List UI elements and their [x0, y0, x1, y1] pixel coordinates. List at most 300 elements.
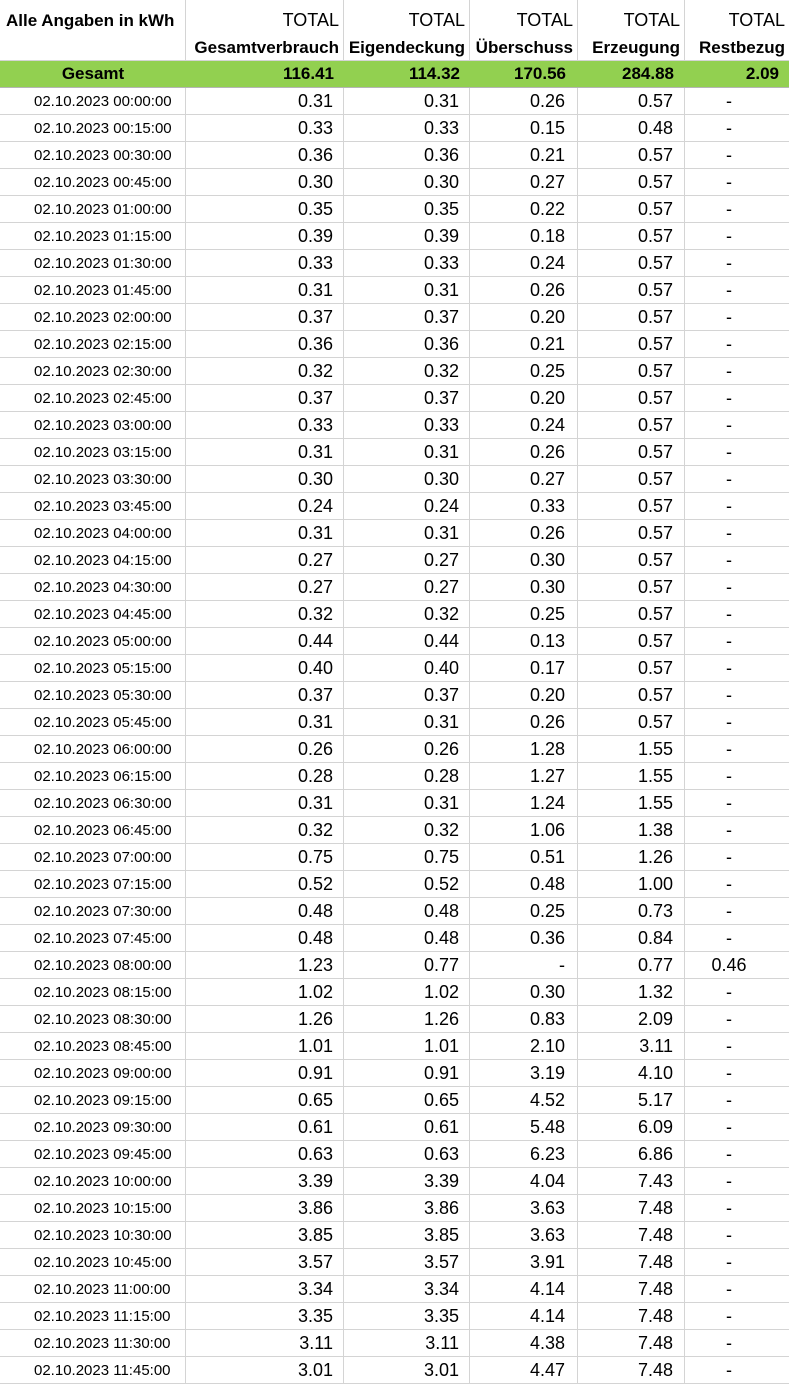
column-header-ueberschuss[interactable]: Überschuss [470, 34, 578, 61]
cell-timestamp[interactable]: 02.10.2023 00:00:00 [0, 88, 186, 115]
cell-gesamtverbrauch[interactable]: 0.48 [186, 925, 344, 952]
cell-restbezug[interactable]: - [685, 1357, 789, 1384]
cell-eigendeckung[interactable]: 0.31 [344, 709, 470, 736]
cell-erzeugung[interactable]: 0.57 [578, 520, 685, 547]
cell-restbezug[interactable]: - [685, 1033, 789, 1060]
cell-gesamtverbrauch[interactable]: 0.37 [186, 385, 344, 412]
cell-gesamtverbrauch[interactable]: 0.31 [186, 439, 344, 466]
cell-erzeugung[interactable]: 0.57 [578, 655, 685, 682]
cell-ueberschuss[interactable]: - [470, 952, 578, 979]
cell-ueberschuss[interactable]: 3.63 [470, 1222, 578, 1249]
cell-erzeugung[interactable]: 0.57 [578, 466, 685, 493]
cell-eigendeckung[interactable]: 0.52 [344, 871, 470, 898]
cell-ueberschuss[interactable]: 0.27 [470, 169, 578, 196]
cell-ueberschuss[interactable]: 4.04 [470, 1168, 578, 1195]
cell-eigendeckung[interactable]: 0.24 [344, 493, 470, 520]
header-total-gesamtverbrauch[interactable]: TOTAL [186, 0, 344, 34]
cell-ueberschuss[interactable]: 4.14 [470, 1276, 578, 1303]
cell-gesamtverbrauch[interactable]: 0.31 [186, 520, 344, 547]
cell-timestamp[interactable]: 02.10.2023 09:45:00 [0, 1141, 186, 1168]
cell-timestamp[interactable]: 02.10.2023 10:15:00 [0, 1195, 186, 1222]
cell-timestamp[interactable]: 02.10.2023 11:00:00 [0, 1276, 186, 1303]
cell-ueberschuss[interactable]: 0.26 [470, 277, 578, 304]
cell-ueberschuss[interactable]: 1.06 [470, 817, 578, 844]
cell-gesamtverbrauch[interactable]: 0.52 [186, 871, 344, 898]
cell-timestamp[interactable]: 02.10.2023 02:30:00 [0, 358, 186, 385]
cell-timestamp[interactable]: 02.10.2023 10:30:00 [0, 1222, 186, 1249]
cell-restbezug[interactable]: - [685, 331, 789, 358]
cell-timestamp[interactable]: 02.10.2023 11:45:00 [0, 1357, 186, 1384]
cell-erzeugung[interactable]: 0.57 [578, 493, 685, 520]
cell-erzeugung[interactable]: 7.48 [578, 1303, 685, 1330]
cell-gesamtverbrauch[interactable]: 3.01 [186, 1357, 344, 1384]
cell-restbezug[interactable]: - [685, 1195, 789, 1222]
cell-eigendeckung[interactable]: 0.40 [344, 655, 470, 682]
cell-eigendeckung[interactable]: 3.39 [344, 1168, 470, 1195]
cell-eigendeckung[interactable]: 0.48 [344, 898, 470, 925]
cell-eigendeckung[interactable]: 1.02 [344, 979, 470, 1006]
cell-eigendeckung[interactable]: 1.01 [344, 1033, 470, 1060]
cell-restbezug[interactable]: - [685, 1222, 789, 1249]
cell-timestamp[interactable]: 02.10.2023 06:15:00 [0, 763, 186, 790]
cell-eigendeckung[interactable]: 0.65 [344, 1087, 470, 1114]
cell-erzeugung[interactable]: 0.48 [578, 115, 685, 142]
cell-gesamtverbrauch[interactable]: 0.30 [186, 466, 344, 493]
cell-timestamp[interactable]: 02.10.2023 11:15:00 [0, 1303, 186, 1330]
cell-timestamp[interactable]: 02.10.2023 11:30:00 [0, 1330, 186, 1357]
cell-restbezug[interactable]: - [685, 1303, 789, 1330]
cell-gesamtverbrauch[interactable]: 0.65 [186, 1087, 344, 1114]
cell-gesamtverbrauch[interactable]: 3.11 [186, 1330, 344, 1357]
cell-ueberschuss[interactable]: 0.26 [470, 520, 578, 547]
cell-erzeugung[interactable]: 0.57 [578, 547, 685, 574]
cell-eigendeckung[interactable]: 1.26 [344, 1006, 470, 1033]
cell-erzeugung[interactable]: 0.57 [578, 196, 685, 223]
cell-erzeugung[interactable]: 7.48 [578, 1222, 685, 1249]
cell-ueberschuss[interactable]: 4.52 [470, 1087, 578, 1114]
cell-timestamp[interactable]: 02.10.2023 09:30:00 [0, 1114, 186, 1141]
cell-timestamp[interactable]: 02.10.2023 06:00:00 [0, 736, 186, 763]
cell-restbezug[interactable]: - [685, 898, 789, 925]
cell-gesamtverbrauch[interactable]: 0.24 [186, 493, 344, 520]
cell-gesamtverbrauch[interactable]: 3.85 [186, 1222, 344, 1249]
cell-ueberschuss[interactable]: 0.27 [470, 466, 578, 493]
cell-gesamtverbrauch[interactable]: 0.30 [186, 169, 344, 196]
cell-erzeugung[interactable]: 1.55 [578, 736, 685, 763]
cell-ueberschuss[interactable]: 0.18 [470, 223, 578, 250]
cell-ueberschuss[interactable]: 0.26 [470, 709, 578, 736]
cell-ueberschuss[interactable]: 0.15 [470, 115, 578, 142]
cell-erzeugung[interactable]: 0.57 [578, 304, 685, 331]
cell-ueberschuss[interactable]: 6.23 [470, 1141, 578, 1168]
cell-gesamtverbrauch[interactable]: 0.61 [186, 1114, 344, 1141]
cell-eigendeckung[interactable]: 0.32 [344, 817, 470, 844]
cell-eigendeckung[interactable]: 0.39 [344, 223, 470, 250]
cell-timestamp[interactable]: 02.10.2023 05:30:00 [0, 682, 186, 709]
cell-ueberschuss[interactable]: 0.25 [470, 601, 578, 628]
cell-timestamp[interactable]: 02.10.2023 03:00:00 [0, 412, 186, 439]
cell-gesamtverbrauch[interactable]: 0.33 [186, 115, 344, 142]
cell-erzeugung[interactable]: 1.55 [578, 763, 685, 790]
cell-timestamp[interactable]: 02.10.2023 04:00:00 [0, 520, 186, 547]
cell-eigendeckung[interactable]: 0.37 [344, 304, 470, 331]
cell-gesamtverbrauch[interactable]: 0.31 [186, 88, 344, 115]
cell-erzeugung[interactable]: 0.57 [578, 250, 685, 277]
cell-restbezug[interactable]: - [685, 493, 789, 520]
cell-erzeugung[interactable]: 0.57 [578, 439, 685, 466]
cell-restbezug[interactable]: - [685, 682, 789, 709]
cell-gesamtverbrauch[interactable]: 0.33 [186, 412, 344, 439]
summary-gesamtverbrauch[interactable]: 116.41 [186, 61, 344, 88]
cell-gesamtverbrauch[interactable]: 0.48 [186, 898, 344, 925]
cell-restbezug[interactable]: - [685, 601, 789, 628]
cell-gesamtverbrauch[interactable]: 0.37 [186, 304, 344, 331]
cell-eigendeckung[interactable]: 3.11 [344, 1330, 470, 1357]
cell-timestamp[interactable]: 02.10.2023 06:45:00 [0, 817, 186, 844]
header-total-erzeugung[interactable]: TOTAL [578, 0, 685, 34]
cell-restbezug[interactable]: - [685, 817, 789, 844]
cell-gesamtverbrauch[interactable]: 0.40 [186, 655, 344, 682]
cell-gesamtverbrauch[interactable]: 0.28 [186, 763, 344, 790]
cell-gesamtverbrauch[interactable]: 1.02 [186, 979, 344, 1006]
cell-gesamtverbrauch[interactable]: 1.26 [186, 1006, 344, 1033]
cell-eigendeckung[interactable]: 0.31 [344, 520, 470, 547]
cell-restbezug[interactable]: - [685, 763, 789, 790]
cell-restbezug[interactable]: - [685, 385, 789, 412]
cell-restbezug[interactable]: - [685, 574, 789, 601]
cell-timestamp[interactable]: 02.10.2023 10:00:00 [0, 1168, 186, 1195]
cell-eigendeckung[interactable]: 0.28 [344, 763, 470, 790]
cell-timestamp[interactable]: 02.10.2023 07:45:00 [0, 925, 186, 952]
cell-eigendeckung[interactable]: 0.32 [344, 358, 470, 385]
cell-eigendeckung[interactable]: 0.44 [344, 628, 470, 655]
cell-timestamp[interactable]: 02.10.2023 01:30:00 [0, 250, 186, 277]
cell-restbezug[interactable]: 0.46 [685, 952, 789, 979]
cell-timestamp[interactable]: 02.10.2023 00:30:00 [0, 142, 186, 169]
cell-restbezug[interactable]: - [685, 1168, 789, 1195]
cell-erzeugung[interactable]: 1.00 [578, 871, 685, 898]
cell-ueberschuss[interactable]: 5.48 [470, 1114, 578, 1141]
cell-ueberschuss[interactable]: 0.30 [470, 574, 578, 601]
cell-erzeugung[interactable]: 7.48 [578, 1276, 685, 1303]
cell-ueberschuss[interactable]: 3.19 [470, 1060, 578, 1087]
column-header-erzeugung[interactable]: Erzeugung [578, 34, 685, 61]
cell-gesamtverbrauch[interactable]: 0.35 [186, 196, 344, 223]
cell-gesamtverbrauch[interactable]: 0.31 [186, 790, 344, 817]
cell-eigendeckung[interactable]: 0.31 [344, 790, 470, 817]
cell-ueberschuss[interactable]: 0.21 [470, 142, 578, 169]
cell-restbezug[interactable]: - [685, 142, 789, 169]
cell-eigendeckung[interactable]: 0.77 [344, 952, 470, 979]
cell-ueberschuss[interactable]: 0.25 [470, 358, 578, 385]
cell-timestamp[interactable]: 02.10.2023 00:15:00 [0, 115, 186, 142]
cell-ueberschuss[interactable]: 4.38 [470, 1330, 578, 1357]
header-total-eigendeckung[interactable]: TOTAL [344, 0, 470, 34]
cell-erzeugung[interactable]: 0.57 [578, 412, 685, 439]
cell-restbezug[interactable]: - [685, 250, 789, 277]
cell-eigendeckung[interactable]: 0.27 [344, 574, 470, 601]
cell-timestamp[interactable]: 02.10.2023 03:15:00 [0, 439, 186, 466]
cell-restbezug[interactable]: - [685, 709, 789, 736]
cell-ueberschuss[interactable]: 0.30 [470, 547, 578, 574]
cell-erzeugung[interactable]: 5.17 [578, 1087, 685, 1114]
cell-erzeugung[interactable]: 0.57 [578, 385, 685, 412]
cell-eigendeckung[interactable]: 0.61 [344, 1114, 470, 1141]
cell-eigendeckung[interactable]: 0.35 [344, 196, 470, 223]
cell-gesamtverbrauch[interactable]: 3.86 [186, 1195, 344, 1222]
cell-eigendeckung[interactable]: 0.33 [344, 412, 470, 439]
cell-timestamp[interactable]: 02.10.2023 07:00:00 [0, 844, 186, 871]
cell-timestamp[interactable]: 02.10.2023 08:15:00 [0, 979, 186, 1006]
cell-gesamtverbrauch[interactable]: 3.34 [186, 1276, 344, 1303]
cell-timestamp[interactable]: 02.10.2023 04:15:00 [0, 547, 186, 574]
cell-timestamp[interactable]: 02.10.2023 08:30:00 [0, 1006, 186, 1033]
cell-gesamtverbrauch[interactable]: 3.57 [186, 1249, 344, 1276]
cell-restbezug[interactable]: - [685, 358, 789, 385]
cell-restbezug[interactable]: - [685, 115, 789, 142]
cell-ueberschuss[interactable]: 0.20 [470, 304, 578, 331]
cell-restbezug[interactable]: - [685, 844, 789, 871]
cell-gesamtverbrauch[interactable]: 0.75 [186, 844, 344, 871]
cell-eigendeckung[interactable]: 0.31 [344, 88, 470, 115]
cell-ueberschuss[interactable]: 0.17 [470, 655, 578, 682]
summary-ueberschuss[interactable]: 170.56 [470, 61, 578, 88]
cell-timestamp[interactable]: 02.10.2023 05:15:00 [0, 655, 186, 682]
cell-restbezug[interactable]: - [685, 277, 789, 304]
cell-erzeugung[interactable]: 0.57 [578, 682, 685, 709]
cell-ueberschuss[interactable]: 0.30 [470, 979, 578, 1006]
cell-timestamp[interactable]: 02.10.2023 02:45:00 [0, 385, 186, 412]
cell-erzeugung[interactable]: 1.55 [578, 790, 685, 817]
cell-eigendeckung[interactable]: 0.75 [344, 844, 470, 871]
cell-ueberschuss[interactable]: 0.33 [470, 493, 578, 520]
cell-erzeugung[interactable]: 0.57 [578, 277, 685, 304]
cell-restbezug[interactable]: - [685, 1114, 789, 1141]
cell-eigendeckung[interactable]: 0.30 [344, 466, 470, 493]
cell-ueberschuss[interactable]: 0.51 [470, 844, 578, 871]
cell-gesamtverbrauch[interactable]: 0.39 [186, 223, 344, 250]
cell-restbezug[interactable]: - [685, 1087, 789, 1114]
cell-restbezug[interactable]: - [685, 1141, 789, 1168]
cell-restbezug[interactable]: - [685, 169, 789, 196]
cell-erzeugung[interactable]: 6.86 [578, 1141, 685, 1168]
cell-timestamp[interactable]: 02.10.2023 05:45:00 [0, 709, 186, 736]
cell-ueberschuss[interactable]: 0.20 [470, 682, 578, 709]
cell-ueberschuss[interactable]: 0.13 [470, 628, 578, 655]
cell-eigendeckung[interactable]: 0.30 [344, 169, 470, 196]
summary-restbezug[interactable]: 2.09 [685, 61, 789, 88]
cell-eigendeckung[interactable]: 0.37 [344, 682, 470, 709]
cell-erzeugung[interactable]: 0.57 [578, 358, 685, 385]
cell-erzeugung[interactable]: 0.57 [578, 169, 685, 196]
cell-ueberschuss[interactable]: 0.36 [470, 925, 578, 952]
cell-ueberschuss[interactable]: 2.10 [470, 1033, 578, 1060]
cell-erzeugung[interactable]: 7.48 [578, 1330, 685, 1357]
cell-ueberschuss[interactable]: 0.25 [470, 898, 578, 925]
cell-gesamtverbrauch[interactable]: 0.31 [186, 277, 344, 304]
cell-ueberschuss[interactable]: 3.91 [470, 1249, 578, 1276]
cell-restbezug[interactable]: - [685, 304, 789, 331]
cell-timestamp[interactable]: 02.10.2023 06:30:00 [0, 790, 186, 817]
cell-eigendeckung[interactable]: 0.31 [344, 277, 470, 304]
cell-timestamp[interactable]: 02.10.2023 01:15:00 [0, 223, 186, 250]
cell-restbezug[interactable]: - [685, 628, 789, 655]
cell-ueberschuss[interactable]: 0.83 [470, 1006, 578, 1033]
cell-erzeugung[interactable]: 0.57 [578, 88, 685, 115]
cell-restbezug[interactable]: - [685, 88, 789, 115]
cell-gesamtverbrauch[interactable]: 0.91 [186, 1060, 344, 1087]
cell-erzeugung[interactable]: 0.57 [578, 709, 685, 736]
summary-erzeugung[interactable]: 284.88 [578, 61, 685, 88]
cell-erzeugung[interactable]: 0.57 [578, 601, 685, 628]
cell-gesamtverbrauch[interactable]: 0.32 [186, 601, 344, 628]
cell-restbezug[interactable]: - [685, 1330, 789, 1357]
cell-ueberschuss[interactable]: 1.24 [470, 790, 578, 817]
cell-erzeugung[interactable]: 6.09 [578, 1114, 685, 1141]
cell-timestamp[interactable]: 02.10.2023 09:15:00 [0, 1087, 186, 1114]
header-total-restbezug[interactable]: TOTAL [728, 10, 785, 30]
cell-ueberschuss[interactable]: 0.20 [470, 385, 578, 412]
cell-ueberschuss[interactable]: 3.63 [470, 1195, 578, 1222]
cell-timestamp[interactable]: 02.10.2023 07:30:00 [0, 898, 186, 925]
cell-erzeugung[interactable]: 0.57 [578, 574, 685, 601]
cell-ueberschuss[interactable]: 0.22 [470, 196, 578, 223]
cell-gesamtverbrauch[interactable]: 0.26 [186, 736, 344, 763]
cell-erzeugung[interactable]: 0.57 [578, 223, 685, 250]
cell-ueberschuss[interactable]: 0.24 [470, 250, 578, 277]
cell-erzeugung[interactable]: 0.84 [578, 925, 685, 952]
cell-eigendeckung[interactable]: 0.63 [344, 1141, 470, 1168]
cell-erzeugung[interactable]: 7.43 [578, 1168, 685, 1195]
cell-ueberschuss[interactable]: 0.26 [470, 439, 578, 466]
cell-timestamp[interactable]: 02.10.2023 09:00:00 [0, 1060, 186, 1087]
cell-ueberschuss[interactable]: 0.26 [470, 88, 578, 115]
cell-restbezug[interactable]: - [685, 655, 789, 682]
cell-eigendeckung[interactable]: 0.33 [344, 115, 470, 142]
cell-ueberschuss[interactable]: 0.21 [470, 331, 578, 358]
cell-erzeugung[interactable]: 0.77 [578, 952, 685, 979]
cell-eigendeckung[interactable]: 3.35 [344, 1303, 470, 1330]
cell-timestamp[interactable]: 02.10.2023 08:45:00 [0, 1033, 186, 1060]
cell-eigendeckung[interactable]: 0.27 [344, 547, 470, 574]
cell-gesamtverbrauch[interactable]: 0.36 [186, 142, 344, 169]
column-header-eigendeckung[interactable]: Eigendeckung [344, 34, 470, 61]
cell-eigendeckung[interactable]: 3.57 [344, 1249, 470, 1276]
cell-restbezug[interactable]: - [685, 736, 789, 763]
cell-erzeugung[interactable]: 7.48 [578, 1357, 685, 1384]
cell-erzeugung[interactable]: 0.57 [578, 142, 685, 169]
cell-restbezug[interactable]: - [685, 466, 789, 493]
cell-timestamp[interactable]: 02.10.2023 01:45:00 [0, 277, 186, 304]
cell-restbezug[interactable]: - [685, 547, 789, 574]
cell-eigendeckung[interactable]: 0.36 [344, 142, 470, 169]
cell-restbezug[interactable]: - [685, 871, 789, 898]
cell-gesamtverbrauch[interactable]: 3.39 [186, 1168, 344, 1195]
cell-erzeugung[interactable]: 0.57 [578, 331, 685, 358]
cell-gesamtverbrauch[interactable]: 1.23 [186, 952, 344, 979]
cell-gesamtverbrauch[interactable]: 0.44 [186, 628, 344, 655]
cell-eigendeckung[interactable]: 0.32 [344, 601, 470, 628]
cell-gesamtverbrauch[interactable]: 0.36 [186, 331, 344, 358]
cell-timestamp[interactable]: 02.10.2023 10:45:00 [0, 1249, 186, 1276]
cell-eigendeckung[interactable]: 3.86 [344, 1195, 470, 1222]
cell-timestamp[interactable]: 02.10.2023 04:45:00 [0, 601, 186, 628]
cell-erzeugung[interactable]: 2.09 [578, 1006, 685, 1033]
cell-ueberschuss[interactable]: 1.28 [470, 736, 578, 763]
cell-restbezug[interactable]: - [685, 196, 789, 223]
header-total-ueberschuss[interactable]: TOTAL [470, 0, 578, 34]
cell-timestamp[interactable]: 02.10.2023 00:45:00 [0, 169, 186, 196]
cell-erzeugung[interactable]: 7.48 [578, 1195, 685, 1222]
cell-eigendeckung[interactable]: 3.85 [344, 1222, 470, 1249]
cell-timestamp[interactable]: 02.10.2023 04:30:00 [0, 574, 186, 601]
cell-restbezug[interactable]: - [685, 790, 789, 817]
cell-gesamtverbrauch[interactable]: 3.35 [186, 1303, 344, 1330]
cell-gesamtverbrauch[interactable]: 0.27 [186, 547, 344, 574]
summary-label[interactable]: Gesamt [0, 61, 186, 88]
cell-gesamtverbrauch[interactable]: 0.33 [186, 250, 344, 277]
cell-gesamtverbrauch[interactable]: 1.01 [186, 1033, 344, 1060]
cell-restbezug[interactable]: - [685, 223, 789, 250]
cell-timestamp[interactable]: 02.10.2023 03:45:00 [0, 493, 186, 520]
column-header-restbezug[interactable]: Restbezug [685, 34, 789, 61]
cell-timestamp[interactable]: 02.10.2023 02:00:00 [0, 304, 186, 331]
cell-timestamp[interactable]: 02.10.2023 01:00:00 [0, 196, 186, 223]
cell-ueberschuss[interactable]: 1.27 [470, 763, 578, 790]
cell-timestamp[interactable]: 02.10.2023 08:00:00 [0, 952, 186, 979]
cell-erzeugung[interactable]: 1.26 [578, 844, 685, 871]
cell-ueberschuss[interactable]: 4.14 [470, 1303, 578, 1330]
cell-gesamtverbrauch[interactable]: 0.27 [186, 574, 344, 601]
cell-restbezug[interactable]: - [685, 412, 789, 439]
cell-eigendeckung[interactable]: 0.37 [344, 385, 470, 412]
cell-restbezug[interactable]: - [685, 1060, 789, 1087]
cell-eigendeckung[interactable]: 0.48 [344, 925, 470, 952]
header-unit-label[interactable]: Alle Angaben in kWh [0, 0, 186, 61]
cell-erzeugung[interactable]: 1.32 [578, 979, 685, 1006]
cell-restbezug[interactable]: - [685, 439, 789, 466]
cell-erzeugung[interactable]: 4.10 [578, 1060, 685, 1087]
cell-restbezug[interactable]: - [685, 1006, 789, 1033]
cell-gesamtverbrauch[interactable]: 0.63 [186, 1141, 344, 1168]
cell-timestamp[interactable]: 02.10.2023 03:30:00 [0, 466, 186, 493]
cell-eigendeckung[interactable]: 0.31 [344, 439, 470, 466]
cell-gesamtverbrauch[interactable]: 0.32 [186, 817, 344, 844]
cell-timestamp[interactable]: 02.10.2023 05:00:00 [0, 628, 186, 655]
cell-eigendeckung[interactable]: 0.33 [344, 250, 470, 277]
cell-erzeugung[interactable]: 0.57 [578, 628, 685, 655]
cell-erzeugung[interactable]: 0.73 [578, 898, 685, 925]
cell-restbezug[interactable]: - [685, 1249, 789, 1276]
cell-timestamp[interactable]: 02.10.2023 07:15:00 [0, 871, 186, 898]
cell-gesamtverbrauch[interactable]: 0.31 [186, 709, 344, 736]
cell-ueberschuss[interactable]: 4.47 [470, 1357, 578, 1384]
cell-eigendeckung[interactable]: 0.36 [344, 331, 470, 358]
cell-eigendeckung[interactable]: 0.91 [344, 1060, 470, 1087]
cell-restbezug[interactable]: - [685, 1276, 789, 1303]
column-header-gesamtverbrauch[interactable]: Gesamtverbrauch [186, 34, 344, 61]
cell-gesamtverbrauch[interactable]: 0.32 [186, 358, 344, 385]
cell-eigendeckung[interactable]: 0.26 [344, 736, 470, 763]
cell-erzeugung[interactable]: 3.11 [578, 1033, 685, 1060]
cell-eigendeckung[interactable]: 3.34 [344, 1276, 470, 1303]
cell-eigendeckung[interactable]: 3.01 [344, 1357, 470, 1384]
cell-timestamp[interactable]: 02.10.2023 02:15:00 [0, 331, 186, 358]
cell-restbezug[interactable]: - [685, 925, 789, 952]
cell-erzeugung[interactable]: 1.38 [578, 817, 685, 844]
cell-ueberschuss[interactable]: 0.48 [470, 871, 578, 898]
cell-ueberschuss[interactable]: 0.24 [470, 412, 578, 439]
